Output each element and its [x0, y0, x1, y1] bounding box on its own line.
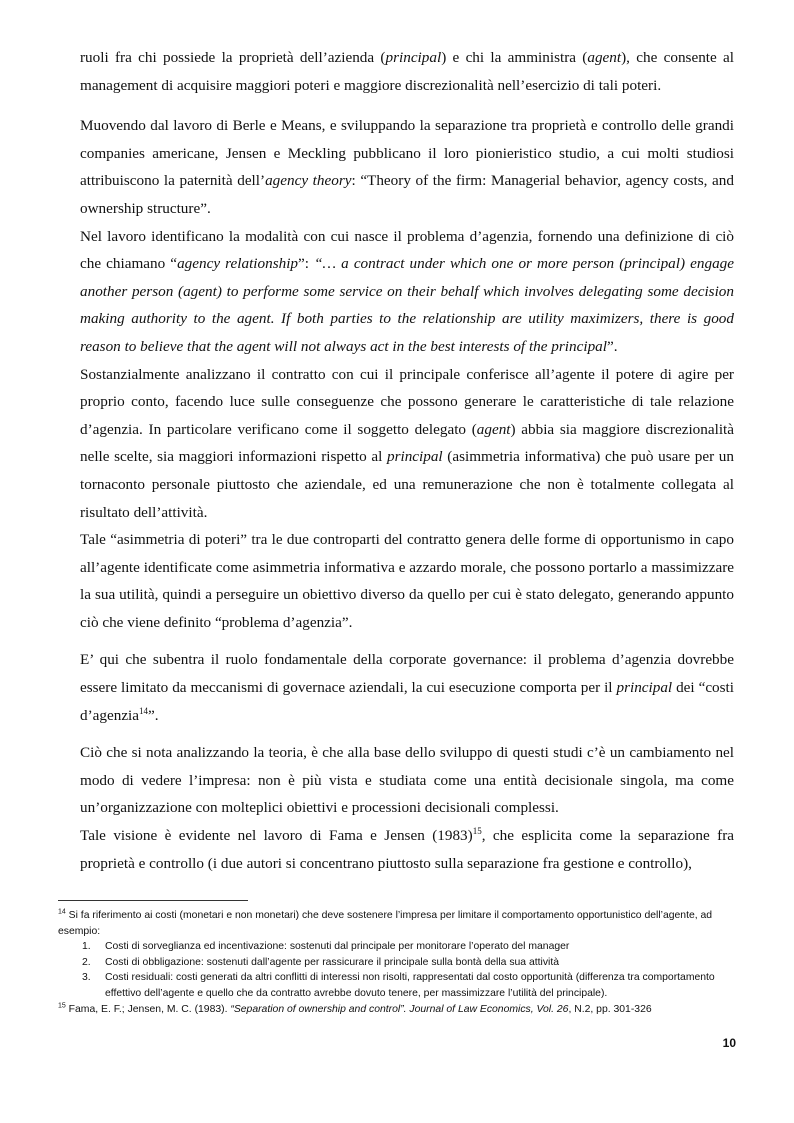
text-span: ), che consente al management di acquisire maggiori poteri e maggiore discrezionalità nell’esercizio di tali poteri.	[80, 49, 735, 94]
text-span: E’ qui che subentra il ruolo fondamentale della corporate governance: il problema d’agenzia dovrebbe essere limitato da meccanismi di governace aziendali, la cui esecuzione comporta per il	[80, 651, 734, 697]
footnote-number: 15	[58, 1002, 66, 1010]
italic-term: principal	[386, 448, 443, 466]
list-item	[58, 955, 738, 971]
footnotes	[58, 908, 738, 1017]
text-span: Ciò che si nota analizzando la teoria, è che alla base dello sviluppo di questi studi c’è un cambiamento nel modo di vedere l’impresa: non è più vista e studiata come una entità decisionale singola, ma come un’organizzazione con molteplici obiettivi e processioni decisionali complessi.	[80, 744, 734, 817]
text-span: Tale “asimmetria di poteri” tra le due controparti del contratto genera delle forme di opportunismo in capo all’agente identificate come asimmetria informativa e azzardo morale, che possono portarlo a massimizzare la sua utilità, quindi a perseguire un obiettivo diverso da quello per cui è stato delegato, generando appunto ciò che viene definito “problema d’agenzia”.	[80, 531, 734, 631]
text-span: Sostanzialmente analizzano il contratto con cui il principale conferisce all’agente il potere di agire per proprio conto, facendo luce sulle conseguenze che possono generare le caratteristiche di tale relazione d’agenzia. In particolare verificano come il soggetto delegato (	[80, 365, 734, 438]
paragraph-1	[80, 44, 734, 99]
paragraph-5	[80, 526, 734, 636]
text-span: Nel lavoro identificano la modalità con cui nasce il problema d’agenzia, fornendo una definizione di ciò che chiamano “	[80, 227, 734, 273]
footnote-separator	[58, 900, 248, 901]
text-span: ”.	[148, 706, 159, 724]
list-text: Costi di sorveglianza ed incentivazione: sostenuti dal principale per monitorare l’operato del manager	[105, 941, 570, 953]
list-number: 1.	[82, 941, 91, 953]
page-number: 10	[722, 1036, 736, 1050]
italic-term: principal	[616, 679, 673, 697]
text-span: : “Theory of the firm: Managerial behavior, agency costs, and ownership structure”.	[80, 172, 734, 217]
footnote-14	[58, 908, 738, 939]
text-span: Tale visione è evidente nel lavoro di Fama e Jensen (1983)	[80, 827, 473, 845]
text-span: (asimmetria informativa) che può usare per un tornaconto personale piuttosto che aziendale, ed una remunerazione che non è totalmente collegata al risultato dell’attività.	[80, 448, 734, 521]
citation-title: “Separation of ownership and control”. Journal of Law Economics, Vol. 26	[230, 1003, 569, 1015]
paragraph-7	[80, 739, 734, 822]
text-span: , che esplicita come la separazione fra proprietà e controllo (i due autori si concentrano piuttosto sulla separazione fra gestione e controllo),	[80, 827, 734, 872]
text-span: ) e chi la amministra (	[441, 49, 588, 66]
paragraph-3	[80, 223, 734, 361]
footnote-text: Si fa riferimento ai costi (monetari e non monetari) che deve sostenere l’impresa per limitare il comportamento opportunistico dell’agente, ad esempio:	[58, 910, 713, 937]
list-item	[58, 939, 738, 955]
text-span: Muovendo dal lavoro di Berle e Means, e sviluppando la separazione tra proprietà e controllo delle grandi companies americane, Jensen e Meckling pubblicano il loro pionieristico studio, a cui molti studiosi attribuiscono la paternità dell’	[80, 117, 734, 190]
footnote-text: Fama, E. F.; Jensen, M. C. (1983).	[65, 1003, 231, 1015]
text-span: dei “costi d’agenzia	[80, 679, 734, 724]
body-text	[80, 44, 734, 877]
list-text: Costi residuali: costi generati da altri conflitti di interessi non risolti, rappresentati dal costo opportunità (differenza tra comportamento effettivo dell’agente e quello che da contratto avrebbe dovuto tenere, per massimizzare l’utilità del principale).	[105, 972, 715, 999]
list-item	[58, 970, 738, 1001]
italic-term: principal	[385, 49, 442, 66]
text-span: ruoli fra chi possiede la proprietà dell’azienda (	[80, 49, 386, 66]
footnote-number: 14	[58, 908, 66, 916]
text-span: ”:	[298, 255, 315, 273]
list-number: 2.	[82, 956, 91, 968]
paragraph-8	[80, 822, 734, 877]
paragraph-2	[80, 112, 734, 222]
paragraph-6	[80, 646, 734, 729]
italic-term: agency relationship	[177, 255, 299, 273]
list-text: Costi di obbligazione: sostenuti dall’agente per rassicurare il principale sulla bontà della sua attività	[105, 956, 559, 968]
italic-term: agent	[587, 49, 622, 66]
footnote-ref-15[interactable]: 15	[472, 825, 482, 836]
text-span: ”.	[607, 337, 618, 355]
footnote-14-list	[58, 939, 738, 1001]
text-span: ) abbia sia maggiore discrezionalità nelle scelte, sia maggiori informazioni rispetto al	[80, 420, 734, 466]
italic-term: agency theory	[265, 172, 352, 190]
block-quote: “… a contract under which one or more person (principal) engage another person (agent) to performe some service on their behalf which involves delegating some decision making authority to the agent. If both parties to the relationship are utility maximizers, there is good reason to believe that the agent will not always act in the best interests of the principal	[80, 255, 734, 355]
footnote-ref-14[interactable]: 14	[139, 705, 149, 716]
paragraph-4	[80, 361, 734, 527]
list-number: 3.	[82, 972, 91, 984]
footnote-15	[58, 1002, 738, 1018]
italic-term: agent	[476, 420, 511, 438]
footnote-text: , N.2, pp. 301-326	[568, 1003, 652, 1015]
